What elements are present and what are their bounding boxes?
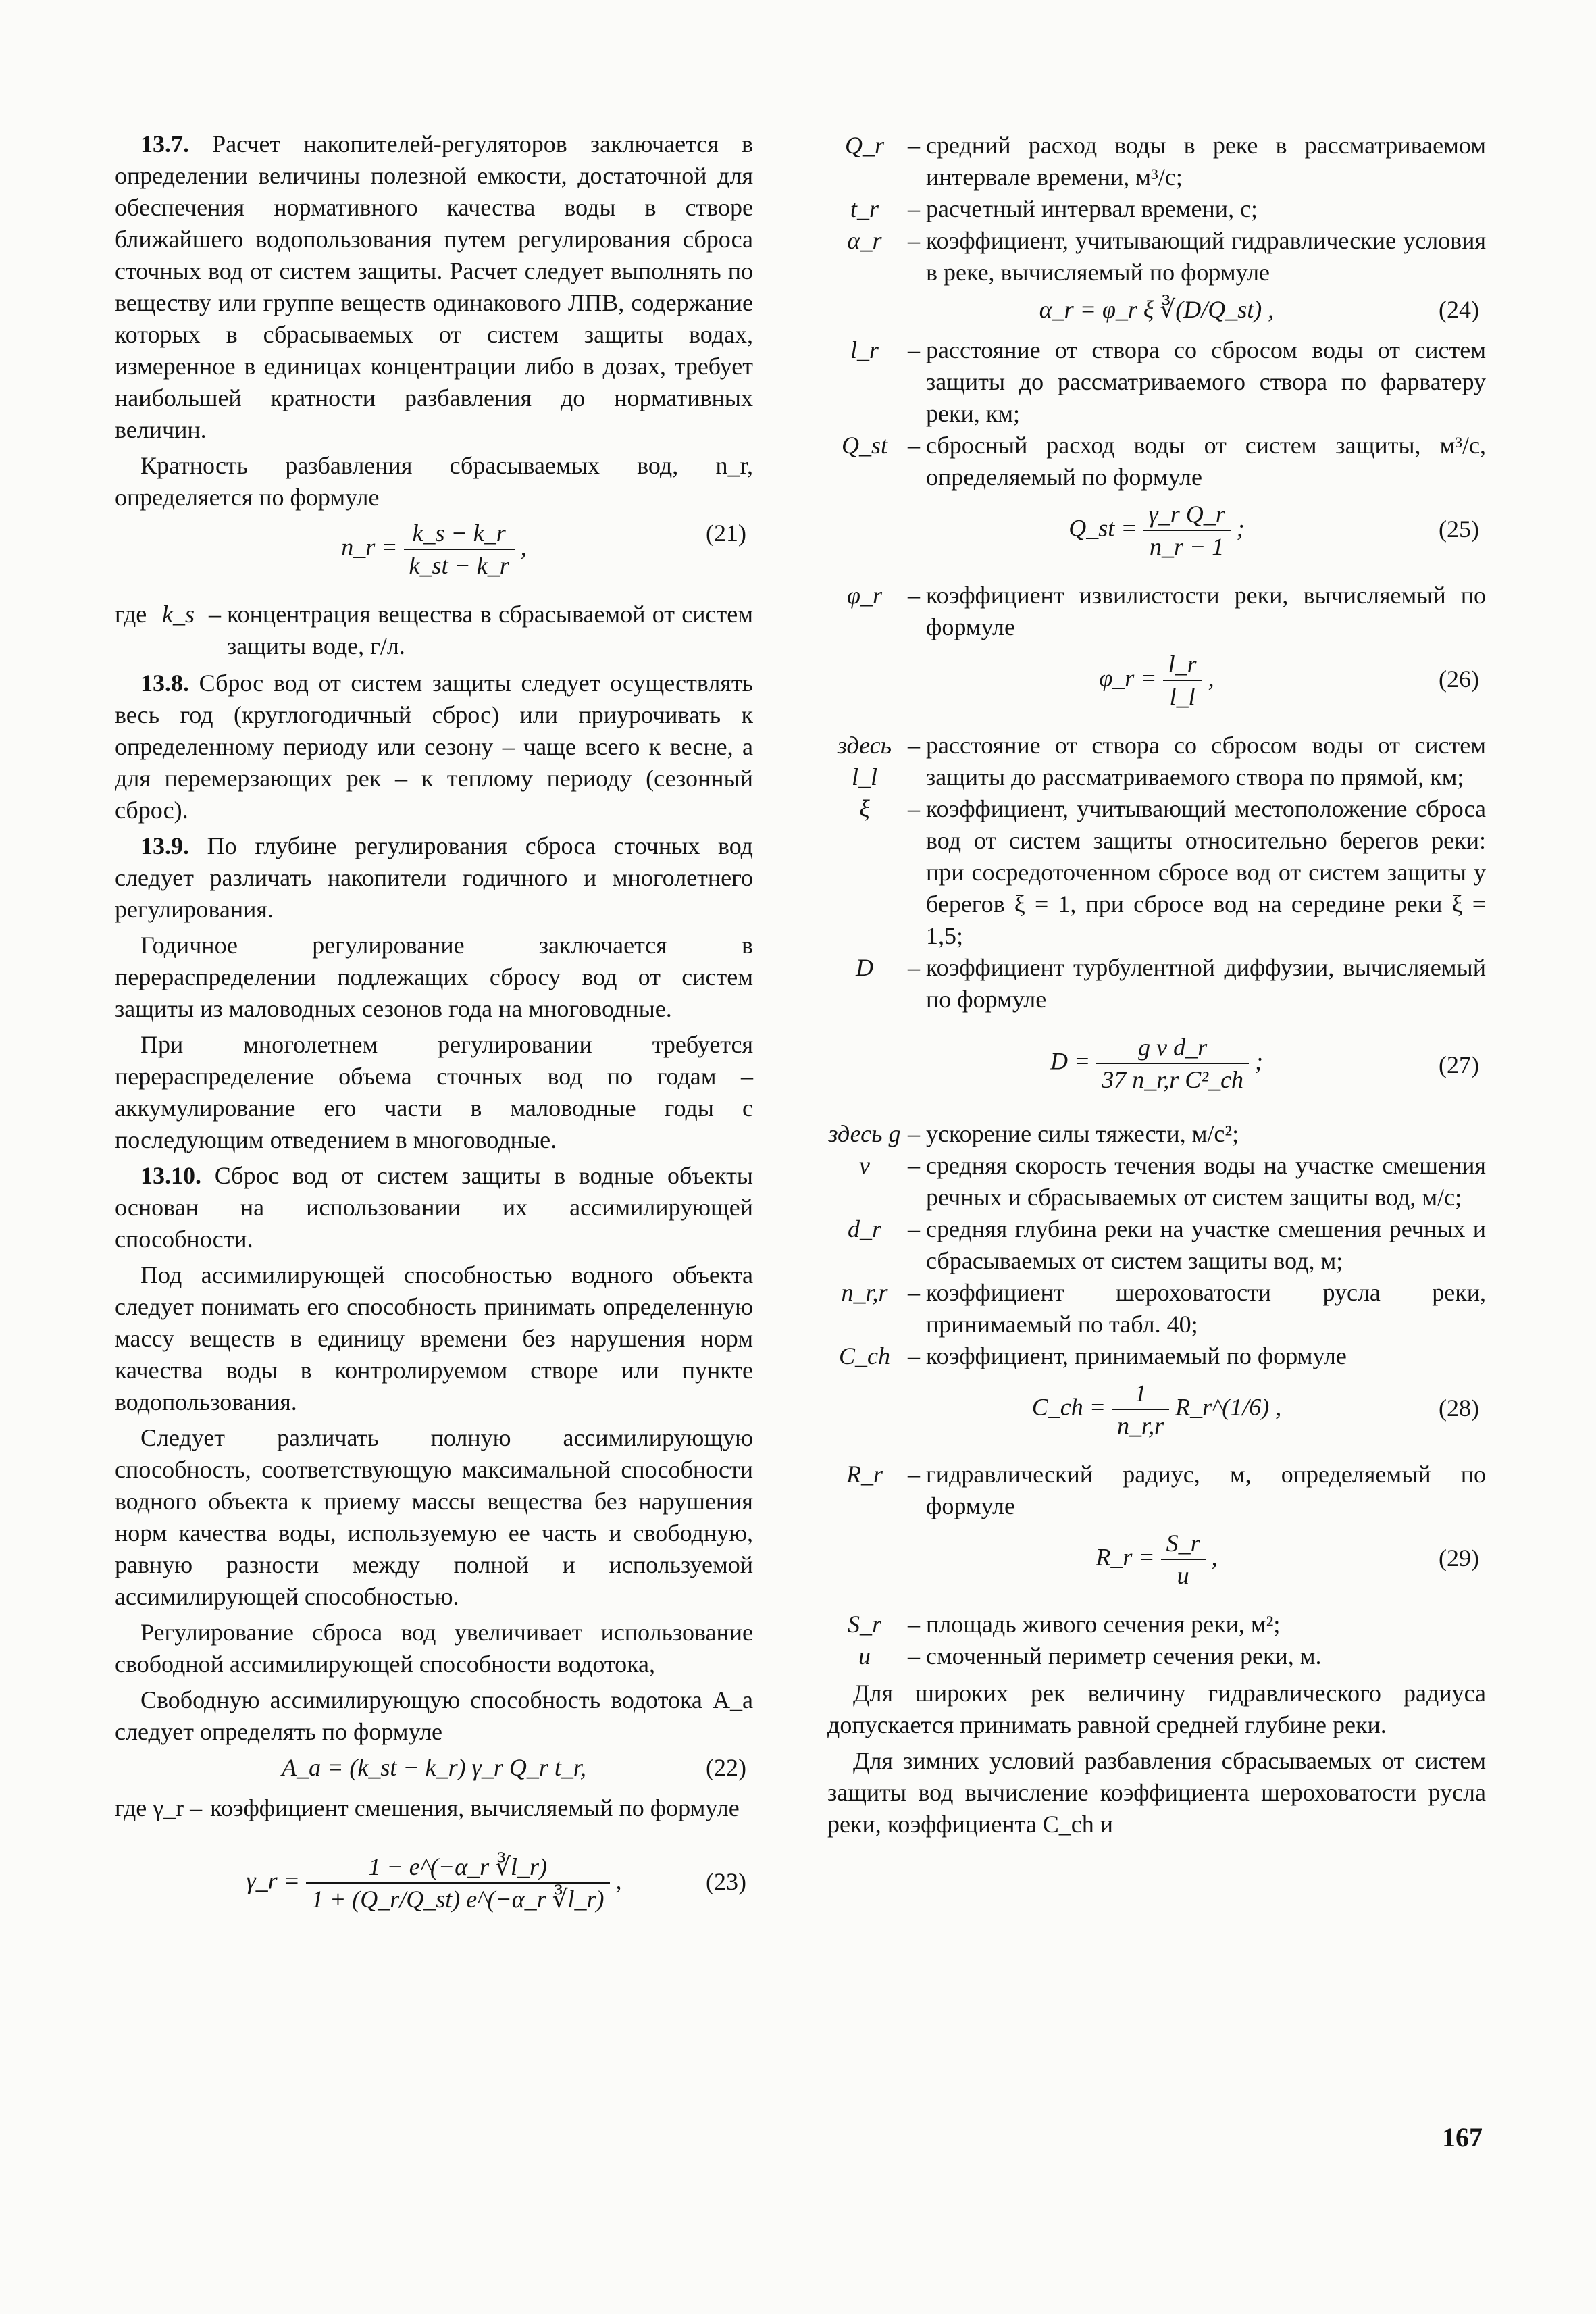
fraction: $\frac{\text{γ\_r Q\_r}}{n\_r - 1}$ bbox=[1143, 499, 1231, 562]
paragraph: Для широких рек величину гидравлического радиуса допускается принимать равной средней глубине реки. bbox=[827, 1680, 1486, 1738]
definition-Cch: C_ch – коэффициент, принимаемый по формуле bbox=[839, 1342, 1347, 1369]
formula-25: Q_st = $\frac{\text{γ\_r Q\_r}}{n\_r - 1}$ ; (25) bbox=[827, 499, 1486, 574]
definition-lr: l_r – расстояние от створа со сбросом воды от систем защиты до рассматриваемого створа по фарватеру реки, км; bbox=[850, 336, 1486, 427]
definition-alpha: α_r – коэффициент, учитывающий гидравлические условия в реке, вычисляемый по формуле bbox=[847, 227, 1486, 286]
section-number: 13.7. bbox=[140, 130, 189, 157]
fraction: $\frac{1 - e\^{}(-\alpha\_r ∛l\_r)}{1 + (Q\_r/Q\_st) e\^{}(-\alpha\_r ∛l\_r)}$ bbox=[306, 1851, 610, 1915]
definition-Qr: Q_r – средний расход воды в реке в рассматриваемом интервале времени, м³/с; bbox=[844, 132, 1486, 191]
fraction: $\frac{1}{n\_r,r}$ bbox=[1112, 1378, 1169, 1441]
definition-Sr: S_r – площадь живого сечения реки, м²; bbox=[847, 1611, 1281, 1638]
definition-tr: t_r – расчетный интервал времени, с; bbox=[850, 195, 1258, 222]
formula-number: (23) bbox=[706, 1868, 746, 1895]
formula-27: D = $\frac{\text{g v d\_r}}{\text{37 n\_r,r C²\_ch}}$ ; (27) bbox=[827, 1032, 1486, 1113]
formula-24: α_r = φ_r ξ ∛(D/Q_st) , (24) bbox=[827, 294, 1486, 329]
formula-29: R_r = $\frac{S\_r}{u}$ , (29) bbox=[827, 1528, 1486, 1603]
paragraph: Свободную ассимилирующую способность водотока A_a следует определять по формуле bbox=[115, 1686, 753, 1745]
formula-number: (28) bbox=[1439, 1394, 1479, 1422]
definition-dr: d_r – средняя глубина реки на участке смешения речных и сбрасываемых от систем защиты вод, м; bbox=[847, 1215, 1486, 1274]
definition-list bbox=[827, 130, 1486, 288]
definition-xi: ξ – коэффициент, учитывающий местоположение сброса вод от систем защиты относительно берегов реки: при сосредоточенном сбросе вод от систем защиты у берегов ξ = 1, при сбросе вод на середине реки ξ = 1,5; bbox=[859, 795, 1486, 949]
definition-ll: здесь l_l – расстояние от створа со сбросом воды от систем защиты до рассматриваемого створа по прямой, км; bbox=[837, 732, 1486, 790]
definition-u: u – смоченный периметр сечения реки, м. bbox=[858, 1642, 1322, 1669]
formula-number: (26) bbox=[1439, 665, 1479, 693]
paragraph: Под ассимилирующей способностью водного объекта следует понимать его способность принимать определенную массу веществ в единицу времени без нарушения норм качества воды в контролируемом створе или пункте водопользования. bbox=[115, 1261, 753, 1415]
paragraph-13-7 bbox=[115, 128, 753, 446]
definition-nrr: n_r,r – коэффициент шероховатости русла реки, принимаемый по табл. 40; bbox=[841, 1279, 1486, 1338]
definition-D: D – коэффициент турбулентной диффузии, вычисляемый по формуле bbox=[856, 954, 1486, 1013]
formula-number: (29) bbox=[1439, 1544, 1479, 1571]
paragraph: Регулирование сброса вод увеличивает использование свободной ассимилирующей способности водотока, bbox=[115, 1619, 753, 1678]
definition-v: v – средняя скорость течения воды на участке смешения речных и сбрасываемых от систем защиты вод, м/с; bbox=[859, 1152, 1486, 1211]
page-number: 167 bbox=[1442, 2122, 1483, 2153]
paragraph-13-10: 13.10. Сброс вод от систем защиты в водные объекты основан на использовании их ассимилирующей способности. bbox=[115, 1162, 753, 1253]
formula-number: (25) bbox=[1439, 515, 1479, 543]
left-column bbox=[115, 128, 753, 1958]
definition-Rr: R_r – гидравлический радиус, м, определяемый по формуле bbox=[846, 1461, 1486, 1519]
formula-number: (22) bbox=[706, 1754, 746, 1781]
paragraph-text: Расчет накопителей-регуляторов заключается в определении величины полезной емкости, достаточной для обеспечения нормативного качества воды в створе ближайшего водопользования путем регулирования сброса сточных вод от систем защиты. Расчет следует выполнять по веществу или группе веществ одинакового ЛПВ, содержание которых в сбрасываемых от систем защиты водах, измеренное в единицах концентрации либо в дозах, требует наибольшей кратности разбавления до нормативных величин. bbox=[115, 130, 753, 443]
definition-gamma: где γ_r – коэффициент смешения, вычисляемый по формуле bbox=[115, 1794, 740, 1821]
formula-number: (27) bbox=[1439, 1051, 1479, 1078]
right-column bbox=[827, 128, 1486, 1844]
formula-28: C_ch = $\frac{1}{n\_r,r}$ R_r^(1/6) , (28) bbox=[827, 1378, 1486, 1453]
formula-26: φ_r = $\frac{l\_r}{l\_l}$ , (26) bbox=[827, 649, 1486, 724]
paragraph: Кратность разбавления сбрасываемых вод, n_r, определяется по формуле bbox=[115, 452, 753, 511]
paragraph-13-8: 13.8. Сброс вод от систем защиты следует осуществлять весь год (круглогодичный сброс) или приурочивать к определенному периоду или сезону – чаще всего к весне, а для перемерзающих рек – к теплому периоду (сезонный сброс). bbox=[115, 670, 754, 824]
fraction: $\frac{k\_s - k\_r}{k\_st - k\_r}$ bbox=[404, 518, 515, 581]
paragraph: При многолетнем регулировании требуется перераспределение объема сточных вод по годам – аккумулирование его части в маловодные годы с последующим отведением в многоводные. bbox=[115, 1031, 753, 1153]
formula-21 bbox=[115, 518, 753, 593]
formula-22: A_a = (k_st − k_r) γ_r Q_r t_r, (22) bbox=[115, 1752, 753, 1787]
definition-ks: где k_s – концентрация вещества в сбрасываемой от систем защиты воде, г/л. bbox=[115, 601, 753, 659]
definition-g: здесь g – ускорение силы тяжести, м/с²; bbox=[828, 1120, 1239, 1147]
definition-phi: φ_r – коэффициент извилистости реки, вычисляемый по формуле bbox=[847, 582, 1486, 640]
fraction: $\frac{l\_r}{l\_l}$ bbox=[1163, 649, 1202, 712]
definition-Qst: Q_st – сбросный расход воды от систем защиты, м³/с, определяемый по формуле bbox=[841, 432, 1486, 491]
formula-number: (24) bbox=[1439, 296, 1479, 323]
paragraph: Следует различать полную ассимилирующую способность, соответствующую максимальной способности водного объекта к приему массы вещества без нарушения норм качества воды, используемую ее часть и свободную, равную разности между полной и используемой ассимилирующей способностью. bbox=[115, 1424, 753, 1610]
formula-body: n_r = $\frac{k\_s - k\_r}{k\_st - k\_r}$ , bbox=[115, 518, 753, 581]
fraction: $\frac{S\_r}{u}$ bbox=[1161, 1528, 1206, 1591]
fraction: $\frac{\text{g v d\_r}}{\text{37 n\_r,r C²\_ch}}$ bbox=[1096, 1032, 1249, 1095]
paragraph: Годичное регулирование заключается в перераспределении подлежащих сбросу вод от систем защиты из маловодных сезонов года на многоводные. bbox=[115, 932, 753, 1022]
formula-23: γ_r = $\frac{1 - e\^{}(-\alpha\_r ∛l\_r)}{1 + (Q\_r/Q\_st) e\^{}(-\alpha\_r ∛l\_r)}$ , (23) bbox=[115, 1851, 753, 1953]
paragraph-13-9: 13.9. По глубине регулирования сброса сточных вод следует различать накопители годичного и многолетнего регулирования. bbox=[115, 832, 753, 923]
formula-number: (21) bbox=[706, 520, 746, 547]
paragraph: Для зимних условий разбавления сбрасываемых от систем защиты вод вычисление коэффициента шероховатости русла реки, коэффициента C_ch и bbox=[827, 1747, 1486, 1838]
